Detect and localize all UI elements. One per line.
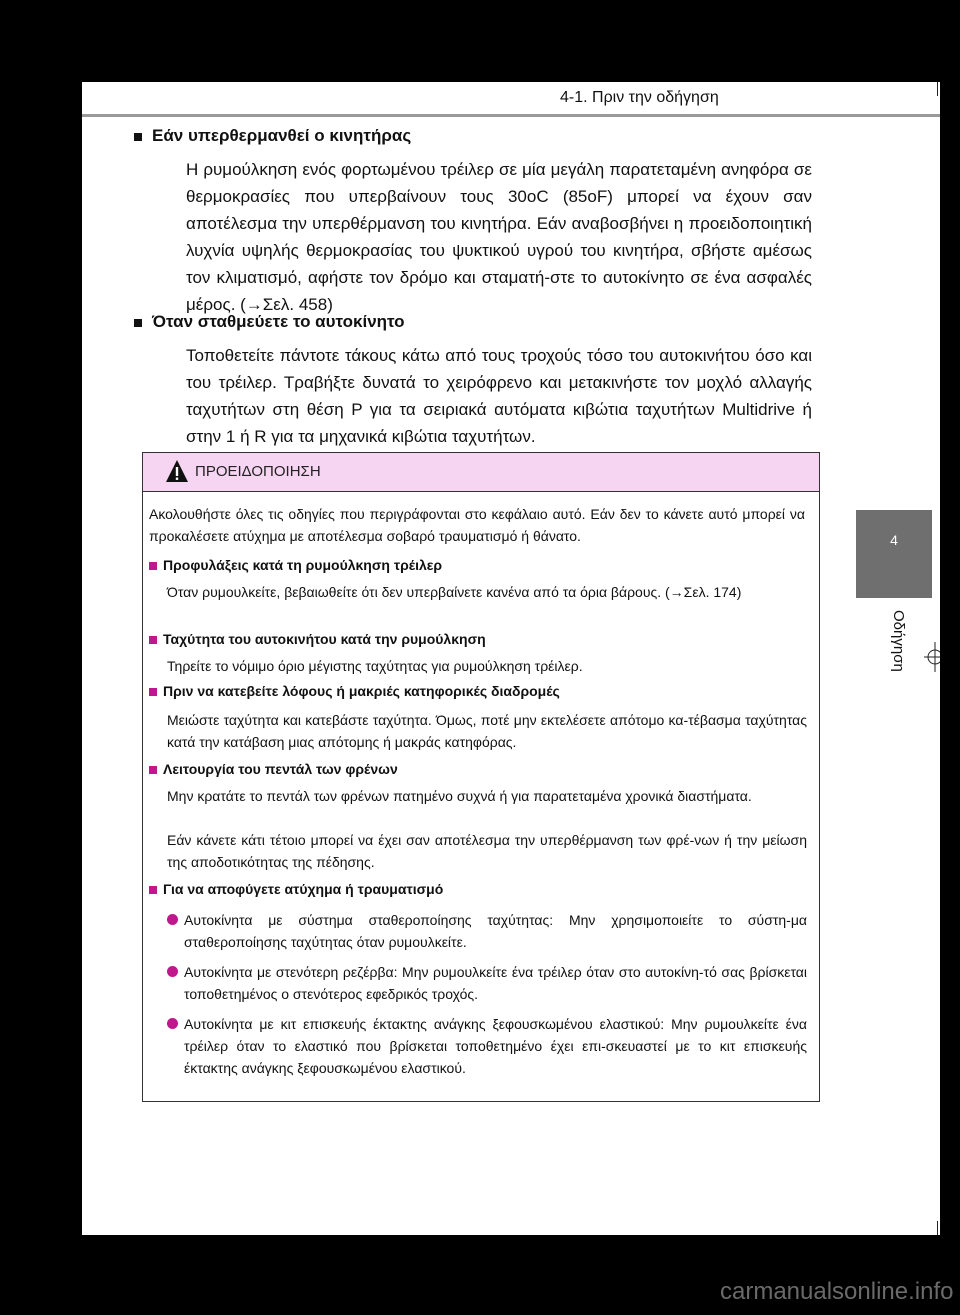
page-header [82,82,940,114]
header-divider [82,114,940,117]
manual-page [82,82,940,1235]
warning-intro: Ακολουθήστε όλες τις οδηγίες που περιγράφονται στο κεφάλαιο αυτό. Εάν δεν το κάνετε αυτό μπορεί να προκαλέσετε ατύχημα με αποτέλεσμα σοβαρό τραυματισμό ή θάνατο. [149,506,805,544]
square-bullet-icon [134,319,142,327]
warning-item-title: Πριν να κατεβείτε λόφους ή μακριές κατηφορικές διαδρομές [149,683,560,699]
warning-item-text: Τηρείτε το νόμιμο όριο μέγιστης ταχύτητας για ρυμούλκηση τρέιλερ. [167,658,583,674]
section-body-overheat: Η ρυμούλκηση ενός φορτωμένου τρέιλερ σε μία μεγάλη παρατεταμένη ανηφόρα σε θερμοκρασίες που υπερβαίνουν τους 30οC (85οF) μπορεί να έχουν σαν αποτέλεσμα την υπερθέρμανση του κινητήρα. Εάν αναβοσβήνει η προειδοποιητική λυχνία υψηλής θερμοκρασίας του ψυκτικού υγρού του κινητήρα, σβήστε αμέσως τον κλιματισμό, αφήστε τον δρόμο και σταματή-στε το αυτοκίνητο σε ένα ασφαλές μέρος. (→Σελ. 458) [186,160,812,314]
warning-item-title: Ταχύτητα του αυτοκινήτου κατά την ρυμούλκηση [149,631,486,647]
warning-item-text: Εάν κάνετε κάτι τέτοιο μπορεί να έχει σαν αποτέλεσμα την υπερθέρμανση των φρέ-νων ή την μείωση της αποδοτικότητας της πέδησης. [167,832,807,870]
chapter-tab[interactable] [856,510,932,598]
crop-mark [937,1221,938,1235]
crop-mark [937,82,938,96]
round-bullet-icon [167,1018,178,1029]
warning-item-text: Μειώστε ταχύτητα και κατεβάστε ταχύτητα. Όμως, ποτέ μην εκτελέσετε απότομο κα-τέβασμα ταχύτητας κατά την κατάβαση μιας απότομης ή μακράς κατηφόρας. [167,712,807,750]
square-bullet-icon [149,636,157,644]
warning-item-text: Όταν ρυμουλκείτε, βεβαιωθείτε ότι δεν υπερβαίνετε κανένα από τα όρια βάρους. (→Σελ. 174) [167,584,742,600]
warning-item-title: Για να αποφύγετε ατύχημα ή τραυματισμό [149,881,443,897]
registration-mark-icon [920,642,940,672]
warning-triangle-icon [165,459,189,483]
square-bullet-icon [149,886,157,894]
section-header: 4-1. Πριν την οδήγηση [560,89,719,106]
warning-bullet: Αυτοκίνητα με σύστημα σταθεροποίησης ταχύτητας: Μην χρησιμοποιείτε το σύστη-μα σταθεροποίησης ταχύτητας όταν ρυμουλκείτε. [167,909,807,953]
footer-watermark: carmanualsonline.info [720,1278,954,1305]
chapter-name: Οδήγηση [890,610,907,672]
warning-bullet: Αυτοκίνητα με κιτ επισκευής έκτακτης ανάγκης ξεφουσκωμένου ελαστικού: Μην ρυμουλκείτε ένα τρέιλερ όταν το ελαστικό που βρίσκεται τοποθετημένο έχει επι-σκευαστεί με το κιτ επισκευής έκτακτης ανάγκης ξεφουσκωμένου ελαστικού. [167,1013,807,1079]
section-title-parking: Όταν σταθμεύετε το αυτοκίνητο [134,312,405,332]
warning-item-text: Μην κρατάτε το πεντάλ των φρένων πατημένο συχνά ή για παρατεταμένα χρονικά διαστήματα. [167,788,752,804]
warning-item-title: Προφυλάξεις κατά τη ρυμούλκηση τρέιλερ [149,557,442,573]
square-bullet-icon [149,766,157,774]
square-bullet-icon [149,688,157,696]
square-bullet-icon [149,562,157,570]
warning-bullet: Αυτοκίνητα με στενότερη ρεζέρβα: Μην ρυμουλκείτε ένα τρέιλερ όταν στο αυτοκίνη-τό σας βρίσκεται τοποθετημένος ο στενότερος εφεδρικός τροχός. [167,961,807,1005]
warning-title: ΠΡΟΕΙΔΟΠΟΙΗΣΗ [195,463,321,480]
round-bullet-icon [167,914,178,925]
warning-box [142,452,820,1102]
section-body-parking: Τοποθετείτε πάντοτε τάκους κάτω από τους τροχούς τόσο του αυτοκινήτου όσο και του τρέιλερ. Τραβήξτε δυνατά το χειρόφρενο και μετακινήστε τον μοχλό αλλαγής ταχυτήτων στη θέση P για τα σειριακά αυτόματα κιβώτια ταχυτήτων Multidrive ή στην 1 ή R για τα μηχανικά κιβώτια ταχυτήτων. [186,346,812,446]
warning-item-title: Λειτουργία του πεντάλ των φρένων [149,761,398,777]
warning-header [143,453,819,492]
square-bullet-icon [134,133,142,141]
section-title-overheat: Εάν υπερθερμανθεί ο κινητήρας [134,126,411,146]
round-bullet-icon [167,966,178,977]
chapter-number: 4 [890,532,898,548]
